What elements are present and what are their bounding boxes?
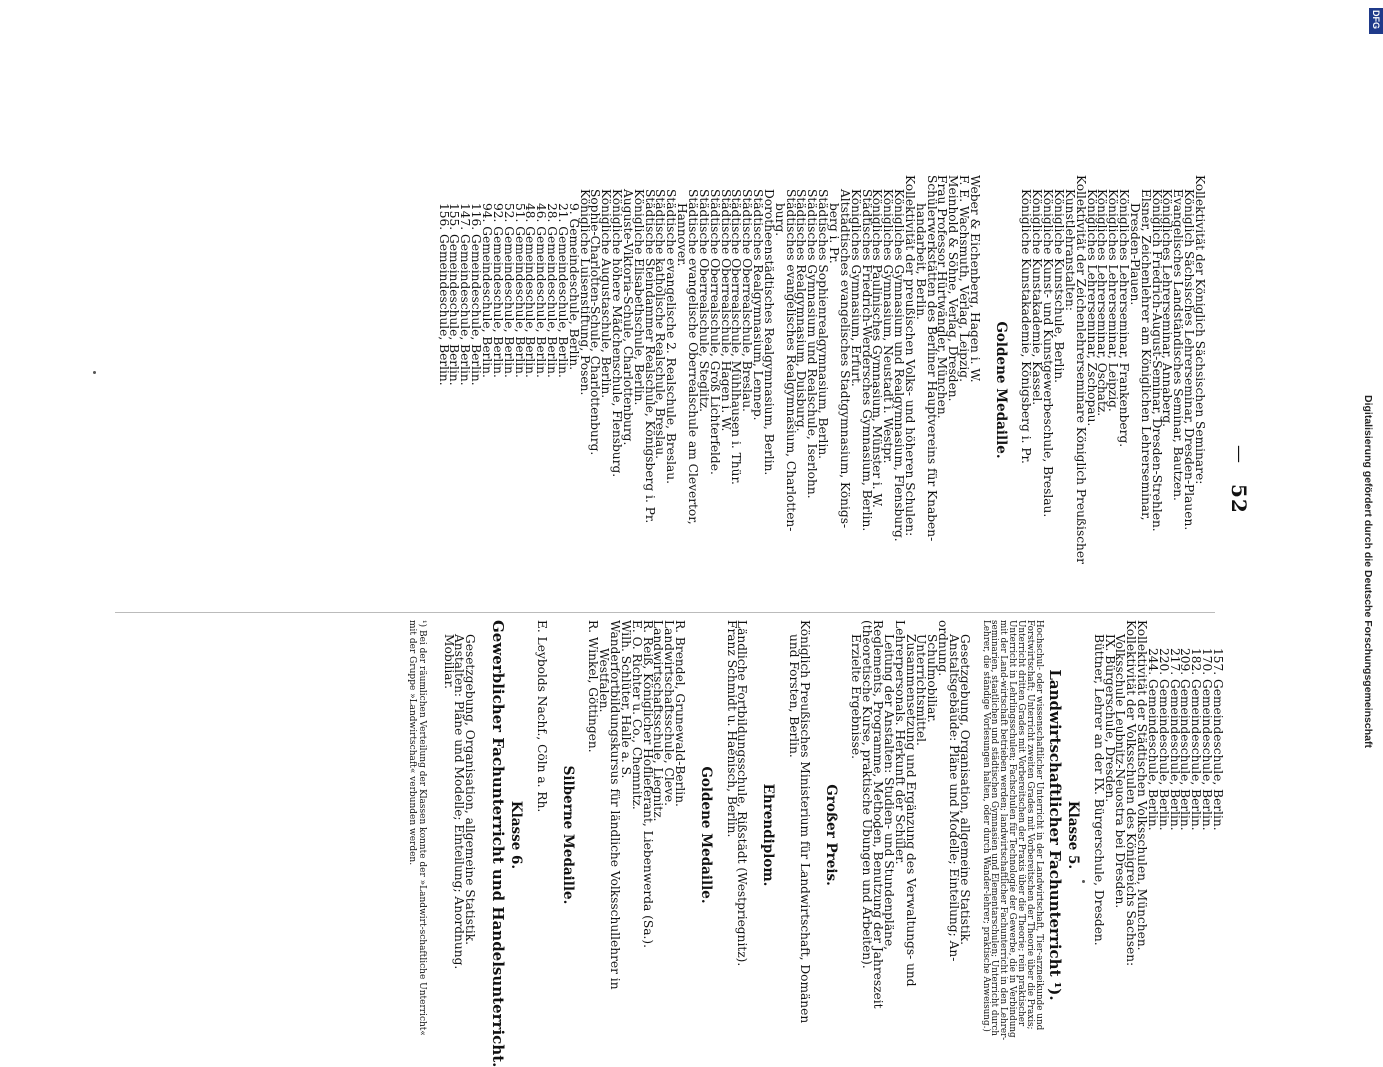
digitization-credit — [1360, 395, 1380, 995]
text-line: 52. Gemeindeschule, Berlin. — [501, 203, 516, 378]
text-line: Büttner, Lehrer an der IX. Bürgerschule, Dresden. — [1091, 634, 1106, 946]
text-line: Königliches Gymnasium, Neustadt i. Westpr. — [881, 189, 896, 464]
text-line: 94. Gemeindeschule, Berlin. — [480, 203, 494, 378]
text-line: Königliche Kunstakademie, Kassel. — [1030, 189, 1045, 406]
section-heading: Klasse 5. — [1065, 800, 1082, 870]
text-line: Anstaltsgebäude: Pläne und Modelle; Einteilung; An- — [947, 634, 961, 962]
section-heading: Gewerblicher Fachunterricht und Handelsunterricht. — [489, 620, 508, 1067]
text-line: Wilh. Schlüter, Halle a. S. — [618, 620, 633, 779]
text-line: Dresden-Plauen. — [1127, 203, 1142, 306]
text-line: Meinhold & Söhne, Verlag, Dresden. — [946, 175, 961, 402]
text-line: Königliches Lehrerseminar, Annaberg. — [1160, 189, 1175, 428]
scan-speck — [93, 371, 96, 374]
text-line: und Forsten, Berlin. — [787, 634, 802, 758]
text-line: 157. Gemeindeschule, Berlin. — [1211, 648, 1225, 831]
text-line: 48. Gemeindeschule, Berlin. — [523, 203, 538, 378]
text-line: Königlich Friedrich-August-Seminar, Dresden-Strehlen. — [1149, 189, 1164, 532]
text-line: Franz Schmidt u. Haenisch, Berlin. — [724, 620, 739, 838]
text-line: Königliches Gymnasium, Erfurt. — [848, 189, 863, 387]
text-line: Leitung der Anstalten: Studien- und Stundenpläne, — [881, 634, 896, 951]
text-line: Städtisches Sophienrealgymnasium, Berlin. — [816, 189, 831, 460]
text-line: Hochschul- oder wissenschaftlicher Unterricht in der Landwirtschaft, Tier-arzneikunde und Forstwirtschaft; Unterricht zweiten Grades mit Vorbereitschen der Theorie über die Praxis; Unterricht dritten Grades mit Vorbereitschen der Praxis über die Theorie; rein praktischer Unterricht in Lehrlingsschulen; Fachschulen für Technologie der Gewerbe, die in Verbindung mit der Land-wirtschaft betrieben werden; landwirtschaftlicher Fachunterricht in den Lehrer-seminarien, staatlichen und städtischen Gymnasien und Elementarschulen; Unterricht durch Lehrer, die ständige Vorlesungen halten, oder durch Wander-lehrer; praktische Anweisung.) — [980, 620, 1045, 1041]
text-line: Städtische Oberrealschule, Groß Lichterfelde. — [707, 189, 722, 475]
text-line: Königliche Elisabethschule, Berlin. — [631, 189, 646, 406]
text-line: berg i. Pr. — [827, 203, 841, 264]
text-line: 244. Gemeindeschule, Berlin. — [1145, 648, 1160, 831]
text-line: Kollektivität der Städtischen Volksschulen, München. — [1135, 620, 1150, 951]
text-line: 217. Gemeindeschule, Berlin. — [1167, 648, 1182, 831]
text-line: handarbeit, Berlin. — [913, 203, 928, 320]
text-line: Städtisches evangelisches Realgymnasium, Charlotten- — [783, 189, 798, 532]
text-line: 220. Gemeindeschule, Berlin. — [1156, 648, 1171, 831]
text-line: Wanderfortbildungskursus für ländliche Volksschullehrer in — [608, 620, 623, 990]
text-line: Westfalen. — [597, 648, 612, 713]
text-line: Königliches Gymnasium und Realgymnasium, Flensburg. — [892, 189, 907, 542]
left-column — [438, 175, 1205, 605]
text-line: Königliche Kunstakademie, Königsberg i. Pr. — [1019, 189, 1034, 464]
text-line: Städtische Oberrealschule, Hagen i. W. — [718, 189, 733, 432]
text-line: 155. Gemeindeschule, Berlin. — [447, 203, 462, 386]
text-line: Städtisches Friedrich-Werdersches Gymnasium, Berlin. — [859, 189, 874, 532]
text-line: R. Winkel, Göttingen. — [586, 620, 601, 753]
text-line: Königliches Lehrerseminar, Oschatz. — [1095, 189, 1110, 417]
text-line: 21. Gemeindeschule, Berlin. — [555, 203, 570, 378]
text-line: Evangelisches Landständisches Seminar, Bautzen. — [1171, 189, 1186, 501]
text-line: Auguste-Viktoria-Schule, Charlottenburg. — [620, 189, 635, 446]
text-line: Ländliche Fortbildungsschule, Rißstädt (Westpriegnitz). — [735, 620, 750, 967]
text-line: ordnung. — [936, 620, 951, 677]
text-line: Städtische Steindammer Realschule, Königsberg i. Pr. — [642, 189, 657, 524]
text-line: Schulmobiliar. — [925, 634, 940, 723]
text-line: 116. Gemeindeschule, Berlin. — [469, 203, 484, 386]
column-divider — [115, 612, 1215, 613]
section-heading: Goldene Medaille. — [697, 766, 714, 904]
section-heading: Ehrendiplom. — [760, 783, 777, 887]
text-line: Elsner, Zeichenlehrer am Königlichen Lehrerseminar, — [1138, 189, 1153, 521]
text-line: Unterrichtsmittel. — [914, 634, 929, 746]
text-line — [748, 620, 759, 1050]
dfg-logo-icon — [1369, 8, 1383, 34]
text-line: Reglements, Programme, Methoden, Benutzung der Jahreszeit — [871, 620, 886, 1009]
text-line: Weber & Eichenberg, Hagen i. W. — [967, 175, 982, 383]
text-line: Hannover. — [675, 203, 690, 267]
text-line: Kollektivität der preußischen Volks- und höheren Schulen: — [902, 175, 917, 537]
text-line: Landwirtschaftsschule, Cleve. — [662, 620, 677, 806]
page-number-dash: — — [1229, 445, 1250, 463]
text-line: Gesetzgebung, Organisation, allgemeine Statistik. — [957, 634, 972, 945]
page-number: 52 — [1227, 484, 1251, 514]
text-line: Städtisches Gymnasium und Realschule, Iserlohn. — [805, 189, 820, 499]
text-line: Lehrerpersonals. Herkunft der Schüler. — [892, 620, 907, 865]
text-line: Städtisches Realgymnasium, Lennep. — [751, 189, 766, 421]
scan-speck — [1082, 880, 1085, 883]
text-line: Königliches Lehrerseminar, Zschopau. — [1084, 189, 1099, 427]
text-line: 209. Gemeindeschule, Berlin. — [1178, 648, 1193, 831]
text-line: (theoretische Kurse, praktische Übungen und Arbeiten). — [860, 620, 875, 969]
text-line: Schülerwerkstätten des Berliner Hauptvereins für Knaben- — [924, 175, 939, 542]
section-heading: Goldene Medaille. — [992, 321, 1009, 459]
text-line: Städtische Oberrealschule, Steglitz. — [696, 189, 711, 413]
text-line: Gesetzgebung, Organisation, allgemeine Statistik. — [463, 634, 478, 945]
section-heading: Großer Preis. — [822, 784, 839, 886]
text-line: Städtische Oberrealschule, Mühlhausen i. Thür. — [729, 189, 744, 485]
dfg-logo-label: DFG — [1371, 10, 1381, 29]
section-heading: Klasse 6. — [508, 800, 525, 870]
text-line: F. E. Wachsmuth, Verlag, Leipzig. — [957, 175, 972, 382]
text-line: Kollektivität der Volksschulen des Königreichs Sachsen: — [1124, 620, 1139, 967]
footnote: ¹) Bei der räumlichen Verteilung der Klassen konnte der »Landwirt-schaftliche Unterricht« mit der Gruppe »Landwirtschaft« verbunden werden. — [407, 620, 427, 1036]
text-line: E. O. Richter u. Co., Chemnitz. — [629, 620, 644, 810]
text-line: 46. Gemeindeschule, Berlin. — [534, 203, 549, 378]
text-line: 51. Gemeindeschule, Berlin. — [512, 203, 527, 378]
text-line: 92. Gemeindeschule, Berlin. — [490, 203, 505, 378]
section-heading: Landwirtschaftlicher Fachunterricht ¹). — [1046, 669, 1065, 1001]
text-line: Anstalten: Pläne und Modelle; Einteilung; Anordnung. — [452, 634, 467, 970]
text-line: Kollektivität der Königlich Sächsischen Seminare: — [1193, 175, 1207, 485]
text-line: Städtisches Realgymnasium, Duisburg. — [794, 189, 809, 432]
text-line: burg. — [772, 203, 787, 237]
text-line: Kunstlehranstalten: — [1062, 189, 1077, 311]
text-line: Königlich Sächsisches Lehrerseminar, Dresden-Plauen. — [1182, 189, 1197, 531]
section-heading: Silberne Medaille. — [559, 765, 576, 905]
text-line: 28. Gemeindeschule, Berlin. — [545, 203, 560, 378]
text-line: Dorotheenstädtisches Realgymnasium, Berlin. — [761, 189, 776, 476]
text-line: Königliche höhere Mädchenschule, Flensburg. — [610, 189, 625, 478]
text-line: Königliche Kunstschule, Berlin. — [1052, 189, 1067, 384]
text-line: Königliche Kunst- und Kunstgewerbeschule, Breslau. — [1041, 189, 1056, 518]
text-line: 170. Gemeindeschule, Berlin. — [1200, 648, 1215, 831]
text-line: IX. Bürgerschule, Dresden. — [1102, 634, 1117, 803]
text-line: Städtische evangelische Oberrealschule am Clevertor, — [686, 189, 701, 525]
text-line: 147. Gemeindeschule, Berlin. — [458, 203, 473, 386]
text-line: Landwirtschaftsschule, Liegnitz. — [651, 620, 666, 822]
text-line: 9. Gemeindeschule, Berlin. — [566, 203, 581, 371]
text-line: R. Reiß, Königlicher Hoflieferant, Liebenwerda (Sa.). — [640, 620, 655, 949]
text-line: Städtische evangelische 2. Realschule, Breslau. — [664, 189, 679, 484]
text-line: Altstädtisches evangelisches Stadtgymnasium, Königs- — [837, 189, 852, 529]
text-line: Königliches Paulinisches Gymnasium, Münster i. W. — [870, 189, 885, 508]
text-line: 156. Gemeindeschule, Berlin. — [436, 203, 451, 386]
text-line: R. Brendel, Grunewald-Berlin. — [673, 620, 688, 807]
credit-text: Digitalisierung gefördert durch die Deutsche Forschungsgemeinschaft — [1362, 395, 1374, 748]
text-line: E. Leybolds Nachf., Cöln a. Rh. — [534, 620, 549, 813]
right-column — [407, 620, 1225, 1067]
text-line: Volksschule Leubnitz-Neuostra bei Dresden. — [1113, 634, 1128, 909]
text-line: Zusammensetzung und Ergänzung des Verwaltungs- und — [903, 634, 918, 987]
text-line: Königliches Lehrerseminar, Leipzig. — [1106, 189, 1121, 412]
text-line: Königliches Lehrerseminar, Frankenberg. — [1117, 189, 1132, 448]
text-line: Städtische katholische Realschule, Breslau. — [653, 189, 668, 459]
text-line: Königliche Augustaschule, Berlin. — [599, 189, 614, 399]
text-line: Frau Professor Hürtwängler, München. — [935, 175, 950, 419]
text-line: 182. Gemeindeschule, Berlin. — [1189, 648, 1204, 831]
text-line: Mobiliar. — [441, 634, 456, 689]
text-line: Erzielte Ergebnisse. — [849, 634, 864, 760]
text-line: Städtische Oberrealschule, Breslau. — [740, 189, 755, 412]
text-line: Kollektivität der Zeichenlehrerseminare Königlich Preußischer — [1073, 175, 1088, 564]
text-line: Königliche Luisenstiftung, Posen. — [577, 189, 592, 396]
text-line: Königlich Preußisches Ministerium für Landwirtschaft, Domänen — [797, 620, 812, 1024]
text-line: Sophie-Charlotten-Schule, Charlottenburg. — [588, 189, 603, 456]
